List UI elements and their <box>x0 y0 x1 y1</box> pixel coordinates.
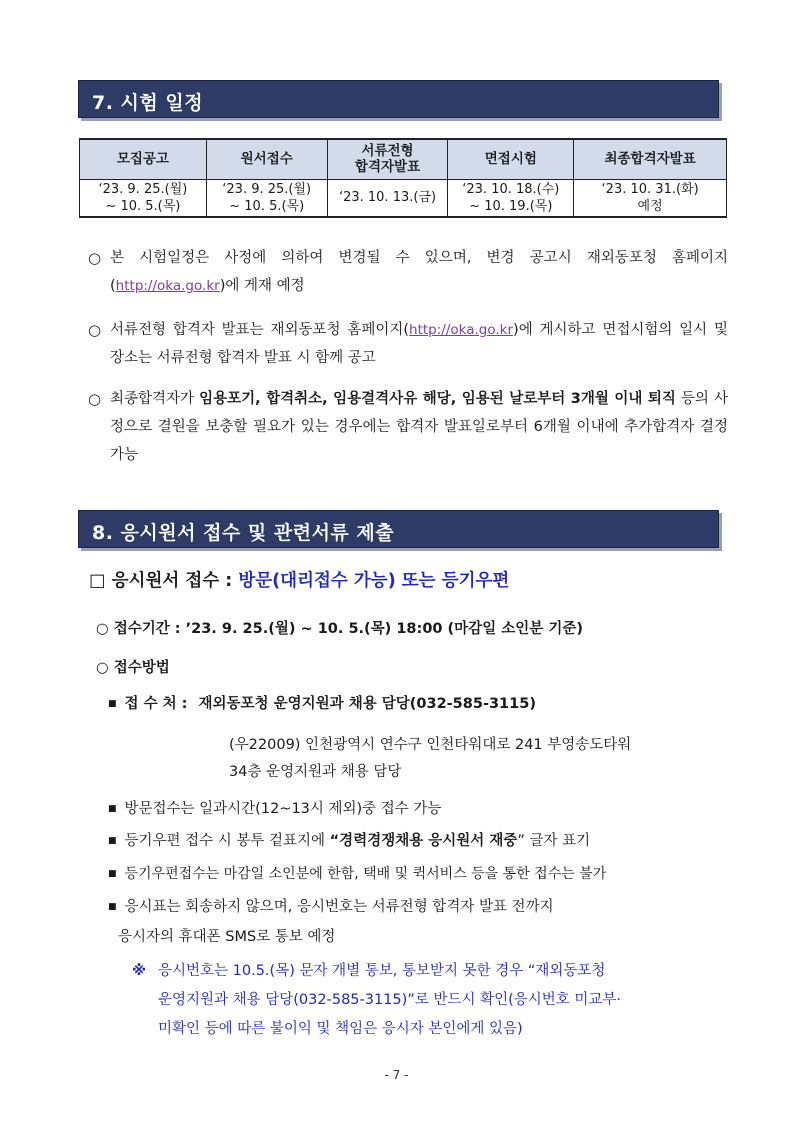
square-bullet-icon: ■ <box>108 804 117 814</box>
note-document-result: ○ 서류전형 합격자 발표는 재외동포청 홈페이지(http://oka.go.kr)에 게시하고 면접시험의 일시 및 장소는 서류전형 합격자 발표 시 함께 공고 <box>88 316 728 372</box>
application-heading: □ 응시원서 접수 : 방문(대리접수 가능) 또는 등기우편 <box>89 571 510 591</box>
header-final-result: 최종합격자발표 <box>574 139 727 179</box>
circle-bullet-icon: ○ <box>88 390 102 408</box>
section-7-title: 7. 시험 일정 <box>78 80 719 118</box>
application-method: ○ 접수방법 <box>96 660 170 676</box>
square-bullet-icon: ■ <box>108 699 117 709</box>
section-8-title: 8. 응시원서 접수 및 관련서류 제출 <box>78 510 719 548</box>
note-schedule-change: ○ 본 시험일정은 사정에 의하여 변경될 수 있으며, 변경 공고시 재외동포청 홈페이지(http://oka.go.kr)에 게재 예정 <box>88 244 728 300</box>
reception-place: ■ 접 수 처 : 재외동포청 운영지원과 채용 담당(032-585-3115) <box>108 696 536 712</box>
exam-schedule-table <box>79 138 727 218</box>
sms-note-2: 운영지원과 채용 담당(032-585-3115)”로 반드시 확인(응시번호 미교부· <box>158 992 622 1008</box>
cell-interview: ‘23. 10. 18.(수) ~ 10. 19.(목) <box>448 179 574 217</box>
table-header-row <box>80 139 727 179</box>
circle-bullet-icon: ○ <box>88 321 102 339</box>
sms-note-1: 응시번호는 10.5.(목) 문자 개별 통보, 통보받지 못한 경우 “재외동포청 <box>158 963 606 979</box>
square-bullet-icon: ■ <box>108 902 117 912</box>
cell-document-result: ‘23. 10. 13.(금) <box>327 179 448 217</box>
reference-mark-icon: ※ <box>132 963 147 979</box>
square-bullet-icon: ■ <box>108 869 117 879</box>
mail-limit-note: ■ 등기우편접수는 마감일 소인분에 한함, 택배 및 퀵서비스 등을 통한 접수는 불가 <box>108 866 607 882</box>
homepage-link[interactable]: http://oka.go.kr <box>115 278 220 294</box>
header-interview: 면접시험 <box>448 139 574 179</box>
square-bullet-icon: ■ <box>108 836 117 846</box>
header-document-result: 서류전형 합격자발표 <box>327 139 448 179</box>
ticket-note-1: ■ 응시표는 회송하지 않으며, 응시번호는 서류전형 합격자 발표 전까지 <box>108 899 554 915</box>
visit-hours: ■ 방문접수는 일과시간(12~13시 제외)중 접수 가능 <box>108 801 442 817</box>
checkbox-square-icon: □ <box>89 571 106 591</box>
application-method-highlight: 방문(대리접수 가능) 또는 등기우편 <box>238 571 510 591</box>
ticket-note-2: 응시자의 휴대폰 SMS로 통보 예정 <box>118 929 336 945</box>
cell-final-result: ‘23. 10. 31.(화) 예정 <box>574 179 727 217</box>
page-number: - 7 - <box>384 1068 409 1082</box>
cell-recruit-notice: ‘23. 9. 25.(월) ~ 10. 5.(목) <box>80 179 207 217</box>
address-line-2: 34층 운영지원과 채용 담당 <box>229 764 402 780</box>
homepage-link[interactable]: http://oka.go.kr <box>409 322 514 338</box>
note-additional-pass: ○ 최종합격자가 임용포기, 합격취소, 임용결격사유 해당, 임용된 날로부터 3개월 이내 퇴직 등의 사정으로 결원을 보충할 필요가 있는 경우에는 합격자 발표일로부터 6개월 이내에 추가합격자 결정 가능 <box>88 385 728 469</box>
header-application: 원서접수 <box>206 139 327 179</box>
cell-application: ‘23. 9. 25.(월) ~ 10. 5.(목) <box>206 179 327 217</box>
address-line-1: (우22009) 인천광역시 연수구 인천타워대로 241 부영송도타워 <box>229 737 632 753</box>
application-period: ○ 접수기간 : ’23. 9. 25.(월) ~ 10. 5.(목) 18:00 (마감일 소인분 기준) <box>96 621 583 637</box>
sms-note-3: 미확인 등에 따른 불이익 및 책임은 응시자 본인에게 있음) <box>158 1021 523 1037</box>
header-recruit-notice: 모집공고 <box>80 139 207 179</box>
table-row <box>80 179 727 217</box>
circle-bullet-icon: ○ <box>88 249 102 267</box>
mail-envelope-note: ■ 등기우편 접수 시 봉투 겉표지에 “경력경쟁채용 응시원서 재중” 글자 표기 <box>108 833 591 849</box>
